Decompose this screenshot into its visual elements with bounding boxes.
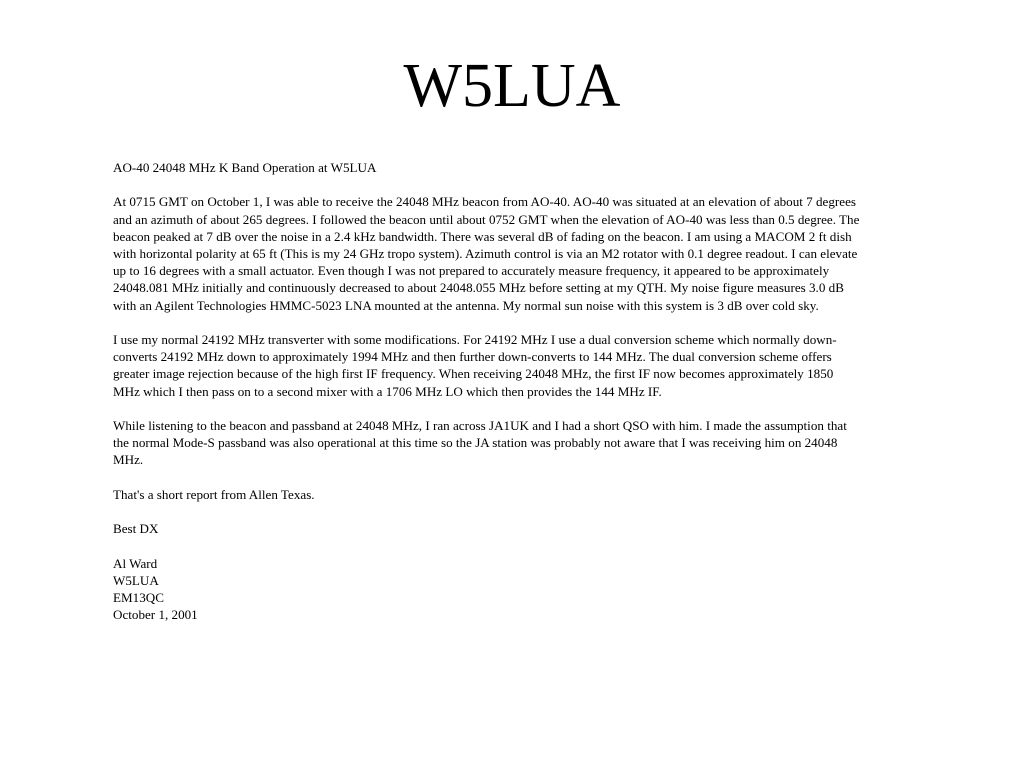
signature-name: Al Ward: [113, 555, 158, 571]
article-heading: AO-40 24048 MHz K Band Operation at W5LUA: [113, 160, 377, 175]
page-title: W5LUA: [403, 52, 621, 120]
paragraph-beacon-reception: At 0715 GMT on October 1, I was able to receive the 24048 MHz beacon from AO-40. AO-40 was situated at an elevation of about 7 degrees and an azimuth of about 265 degrees. I followed the beacon until about 0752 GMT when the elevation of AO-40 was less than 0.5 degree. The beacon peaked at 7 dB over the noise in a 2.4 kHz bandwidth. There was several dB of fading on the beacon. I am using a MACOM 2 ft dish with horizontal polarity at 65 ft (This is my 24 GHz tropo system). Azimuth control is via an M2 rotator with 0.1 degree readout. I can elevate up to 16 degrees with a small actuator. Even though I was not prepared to accurately measure frequency, it appeared to be approximately 24048.081 MHz initially and continuously decreased to about 24048.055 MHz before setting at my QTH. My noise figure measures 3.0 dB with an Agilent Technologies HMMC-5023 LNA mounted at the antenna. My normal sun noise with this system is 3 dB over cold sky.: [113, 194, 860, 313]
article-body: [113, 159, 863, 623]
paragraph-short-report: That's a short report from Allen Texas.: [113, 486, 315, 502]
paragraph-transverter: I use my normal 24192 MHz transverter with some modifications. For 24192 MHz I use a dual conversion scheme which normally down-converts 24192 MHz down to approximately 1994 MHz and then further down-converts to 144 MHz. The dual conversion scheme offers greater image rejection because of the high first IF frequency. When receiving 24048 MHz, the first IF now becomes approximately 1850 MHz which I then pass on to a second mixer with a 1706 MHz LO which then provides the 144 MHz IF.: [113, 332, 837, 399]
signature-grid: EM13QC: [113, 589, 164, 605]
signature-block: [113, 555, 863, 624]
signature-date: October 1, 2001: [113, 607, 198, 623]
closing-line: Best DX: [113, 521, 159, 537]
paragraph-qso: While listening to the beacon and passband at 24048 MHz, I ran across JA1UK and I had a short QSO with him. I made the assumption that the normal Mode-S passband was also operational at this time so the JA station was probably not aware that I was receiving him on 24048 MHz.: [113, 418, 847, 468]
signature-callsign: W5LUA: [113, 572, 159, 588]
